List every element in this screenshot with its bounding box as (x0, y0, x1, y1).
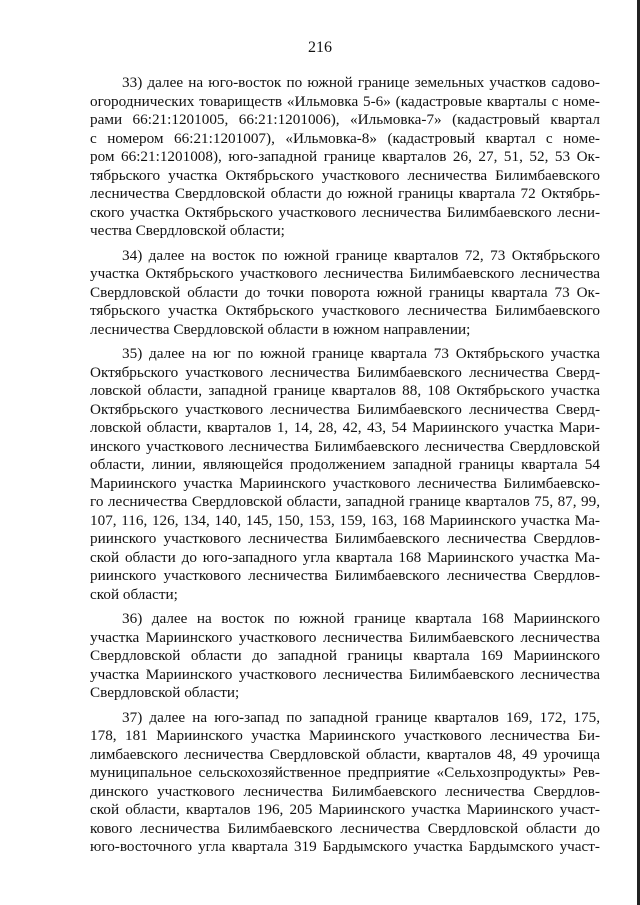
text-line: кового лесничества Билимбаевского лесничества Свердловской области до (90, 819, 600, 837)
text-line: лесничества Свердловской области в южном направлении; (90, 320, 471, 338)
text-line: 178, 181 Мариинского участка Мариинского участкового лесничества Би- (90, 727, 600, 744)
text-line: юго-восточного угла квартала 319 Бардымского участка Бардымского участ- (90, 838, 600, 855)
paragraph-2 (90, 247, 600, 340)
text-line: ской области, кварталов 196, 205 Мариинского участка Мариинского участ- (90, 801, 600, 818)
text-line: ром 66:21:1201008), юго-западной границе кварталов 26, 27, 51, 52, 53 Ок- (90, 148, 600, 165)
paragraph-5 (90, 709, 600, 857)
text-line: 37) далее на юго-запад по западной границе кварталов 169, 172, 175, (122, 708, 600, 726)
text-line: 33) далее на юго-восток по южной границе земельных участков садово- (122, 74, 600, 91)
text-line: ловской области, западной границе кварталов 88, 108 Октябрьского участка (90, 382, 600, 399)
text-line: участка Мариинского участкового лесничества Билимбаевского лесничества (90, 628, 600, 646)
text-line: ского участка Октябрьского участкового лесничества Билимбаевского лесни- (90, 203, 600, 221)
page-number: 216 (308, 39, 332, 56)
text-line: 36) далее на восток по южной границе квартала 168 Мариинского (122, 610, 600, 627)
text-line: Свердловской области до западной границы квартала 169 Мариинского (90, 647, 600, 664)
text-line: чества Свердловской области; (90, 222, 285, 239)
text-line: тябрьского участка Октябрьского участкового лесничества Билимбаевского (90, 166, 600, 184)
text-line: участка Октябрьского участкового лесничества Билимбаевского лесничества (90, 265, 600, 282)
text-line: Свердловской области; (90, 684, 240, 701)
text-line: с номером 66:21:1201007), «Ильмовка-8» (кадастровый квартал с номе- (90, 129, 600, 147)
text-line: лесничества Свердловской области до южной границы квартала 72 Октябрь- (90, 185, 600, 202)
text-line: рами 66:21:1201005, 66:21:1201006), «Ильмовка-7» (кадастровый квартал (90, 111, 600, 128)
text-line: риинского участкового лесничества Билимбаевского лесничества Свердлов- (90, 530, 600, 547)
text-line: Октябрьского участкового лесничества Билимбаевского лесничества Сверд- (90, 363, 600, 381)
text-line: ловской области, кварталов 1, 14, 28, 42, 43, 54 Мариинского участка Мари- (90, 419, 600, 436)
text-line: Мариинского участка Мариинского участкового лесничества Билимбаевско- (90, 474, 600, 492)
paragraph-4 (90, 610, 600, 703)
text-line: лимбаевского лесничества Свердловской области, кварталов 48, 49 урочища (90, 745, 600, 763)
paragraph-3 (90, 345, 600, 604)
text-line: Октябрьского участкового лесничества Билимбаевского лесничества Сверд- (90, 400, 600, 418)
text-line: ской области; (90, 585, 178, 603)
text-line: риинского участкового лесничества Билимбаевского лесничества Свердлов- (90, 567, 600, 584)
text-line: области, линии, являющейся продолжением западной границы квартала 54 (90, 456, 600, 473)
document-body (90, 74, 600, 863)
paragraph-1 (90, 74, 600, 241)
text-line: го лесничества Свердловской области, западной границе кварталов 75, 87, 99, (90, 493, 600, 510)
text-line: Свердловской области до точки поворота южной границы квартала 73 Ок- (90, 283, 600, 301)
text-line: ской области до юго-западного угла квартала 168 Мариинского участка Ма- (90, 548, 600, 566)
text-line: 35) далее на юг по южной границе квартала 73 Октябрьского участка (122, 345, 600, 362)
text-line: 107, 116, 126, 134, 140, 145, 150, 153, 159, 163, 168 Мариинского участка Ма- (90, 511, 600, 529)
text-line: 34) далее на восток по южной границе кварталов 72, 73 Октябрьского (122, 246, 600, 264)
text-line: огороднических товариществ «Ильмовка 5-6» (кадастровые кварталы с номе- (90, 92, 600, 110)
text-line: участка Мариинского участкового лесничества Билимбаевского лесничества (90, 665, 600, 683)
text-line: муниципальное сельскохозяйственное предприятие «Сельхозпродукты» Рев- (90, 764, 600, 781)
text-line: динского участкового лесничества Билимбаевского лесничества Свердлов- (90, 782, 600, 800)
text-line: тябрьского участка Октябрьского участкового лесничества Билимбаевского (90, 302, 600, 319)
text-line: инского участкового лесничества Билимбаевского лесничества Свердловской (90, 437, 600, 455)
